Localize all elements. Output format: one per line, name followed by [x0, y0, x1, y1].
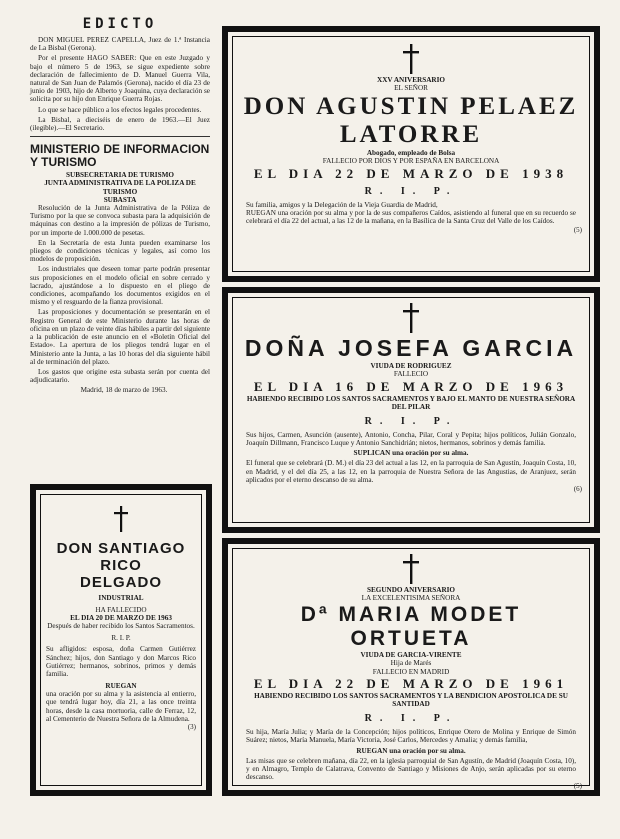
garcia-suplican: SUPLICAN una oración por su alma.: [353, 449, 469, 458]
ministerio-paragraph: Las proposiciones y documentación se presentarán en el Registro General de este Ministerio durante las horas de oficina en un plazo de veinte días hábiles a partir del siguiente a la publicación de este anuncio en el «Boletín Oficial del Estado». La apertura de los pliegos tendrá lugar en el Ministerio ante la Junta, a las 10 horas del día siguiente hábil al de terminación del plazo.: [30, 308, 210, 366]
rico-rip: R. I. P.: [111, 633, 131, 642]
pelaez-senor: EL SEÑOR: [394, 84, 428, 93]
cross-icon: [114, 506, 128, 532]
left-column: [30, 14, 210, 397]
rico-name-line1: DON SANTIAGO RICO: [56, 540, 186, 574]
modet-family: Su hija, María Julia; y María de la Concepción; hijos políticos, Enrique Otero de Molina y Enrique de Simón Suárez; nietos, María Manuela, María Victoria, José Carlos, Mercedes y Amalia; y demás familia,: [246, 727, 576, 745]
modet-sacraments: HABIENDO RECIBIDO LOS SANTOS SACRAMENTOS Y LA BENDICION APOSTOLICA DE SU SANTIDAD: [254, 692, 568, 709]
modet-date: EL DIA 22 DE MARZO DE 1961: [253, 676, 569, 692]
pelaez-name-line1: DON AGUSTIN PELAEZ: [243, 92, 579, 120]
pelaez-name-line2: LATORRE: [339, 120, 483, 148]
modet-widow: VIUDA DE GARCIA-VIRENTE: [360, 650, 462, 659]
modet-senora: LA EXCELENTISIMA SEÑORA: [361, 594, 461, 603]
ministerio-paragraph: Los industriales que deseen tomar parte podrán presentar sus proposiciones en el modelo oficial en sobre cerrado y lacrado, ajustándose a lo dispuesto en el pliego de condiciones, acompañando los documentos exigidos en el mismo y el resguardo de la fianza provisional.: [30, 265, 210, 307]
edicto-paragraph: Por el presente HAGO SABER: Que en este Juzgado y bajo el número 5 de 1963, se sigue expediente sobre declaración de fallecimiento de D. Manuel Guerra Vila, natural de San Juan de Palamós (Gerona), nacido el día 23 de junio de 1903, hijo de Alberto y Joaquina, cuya declaración se solicita por su hijo don Enrique Guerra Rojas.: [30, 54, 210, 104]
rico-ruegan: RUEGAN: [105, 681, 137, 690]
pelaez-fell: FALLECIO POR DIOS Y POR ESPAÑA EN BARCELONA: [322, 157, 500, 166]
ministerio-title: MINISTERIO DE INFORMACION Y TURISMO: [30, 142, 210, 170]
rico-sacraments: Después de haber recibido los Santos Sacramentos.: [47, 622, 195, 631]
cross-icon: [403, 554, 419, 584]
pelaez-anniversary: XXV ANIVERSARIO: [377, 76, 445, 84]
obituary-rico: [30, 484, 212, 796]
rico-name-line2: DELGADO: [80, 574, 162, 591]
garcia-fell: FALLECIO: [393, 370, 429, 379]
obituary-pelaez: [222, 26, 600, 282]
garcia-ref: (6): [573, 484, 582, 493]
pelaez-profession: Abogado, empleado de Bolsa: [366, 148, 456, 157]
subsecretaria-heading: SUBSECRETARIA DE TURISMO: [66, 171, 174, 180]
pelaez-date: EL DIA 22 DE MARZO DE 1938: [253, 165, 569, 181]
ministerio-signature: Madrid, 18 de marzo de 1963.: [80, 386, 168, 395]
garcia-funeral: El funeral que se celebrará (D. M.) el día 23 del actual a las 12, en la parroquia de San Agustín, Joaquín Costa, 10, en Madrid, y el del día 25, a las 12, en la parroquia de Nuestra Señora de las Angustias, de Aranjuez, serán aplicados por el eterno descanso de su alma.: [246, 459, 576, 485]
pelaez-rip: R. I. P.: [364, 185, 458, 197]
garcia-widow: VIUDA DE RODRIGUEZ: [370, 362, 452, 370]
garcia-name: DOÑA JOSEFA GARCIA: [244, 335, 578, 361]
modet-masses: Las misas que se celebren mañana, día 22, en la iglesia parroquial de San Agustín, de Madrid (Joaquín Costa, 10), y en Almagro, Templo de Calatrava, Convento de Santiago y Misiones de Anjo, serán aplicadas por su eterno descanso.: [246, 756, 576, 782]
obituary-modet: [222, 538, 600, 796]
rico-status: HA FALLECIDO: [95, 606, 147, 614]
ministerio-paragraph: Resolución de la Junta Administrativa de la Póliza de Turismo por la que se convoca subasta para la adquisición de máquinas con destino a la impresión de pólizas de Turismo, por un importe de 1.000.000 de pesetas.: [30, 204, 210, 237]
modet-ruegan: RUEGAN una oración por su alma.: [356, 746, 466, 755]
edicto-paragraph: Lo que se hace público a los efectos legales procedentes.: [38, 105, 202, 114]
pelaez-text: RUEGAN una oración por su alma y por la de sus compañeros Caídos, asistiendo al funeral que en su recuerdo se celebrará el día 22 del actual, a las 12 de la mañana, en la Basílica de la Santa Cruz del Valle de los Caídos.: [246, 209, 576, 226]
modet-ref: (5): [573, 781, 582, 790]
modet-rip: R. I. P.: [364, 712, 458, 724]
modet-anniversary: SEGUNDO ANIVERSARIO: [366, 586, 456, 594]
edicto-title: EDICTO: [82, 16, 158, 32]
cross-icon: [403, 303, 419, 333]
subasta-heading: SUBASTA: [103, 195, 137, 204]
pelaez-family: Su familia, amigos y la Delegación de la Vieja Guardia de Madrid,: [246, 200, 438, 209]
rico-date: EL DIA 20 DE MARZO DE 1963: [70, 614, 172, 623]
divider: [30, 136, 210, 137]
edicto-paragraph: La Bisbal, a dieciséis de enero de 1963.—El Juez (ilegible).—El Secretario.: [30, 115, 210, 133]
rico-family: Su afligidos: esposa, doña Carmen Gutiérrez Sánchez; hijos, don Santiago y don Marcos Rico Gutiérrez; hermanos, sobrinos, primos y demás familia.: [46, 645, 196, 679]
garcia-family: Sus hijos, Carmen, Asunción (ausente), Antonio, Concha, Pilar, Coral y Pepita; hijos políticos, Julián Gonzalo, Joaquín Dillmann, Francisco Luque y Antonio Sanchidrián; nietos, hermanos, sobrinos y demás familia.: [246, 430, 576, 448]
rico-profession: INDUSTRIAL: [98, 594, 144, 602]
modet-fell: FALLECIO EN MADRID: [372, 667, 450, 676]
garcia-rip: R. I. P.: [364, 415, 458, 427]
ministerio-paragraph: En la Secretaría de esta Junta pueden examinarse los pliegos de condiciones técnicas y legales, así como los modelos de proposición.: [30, 238, 210, 264]
junta-heading: JUNTA ADMINISTRATIVA DE LA POLIZA DE TURISMO: [44, 179, 196, 196]
rico-ruegan-text: una oración por su alma y la asistencia al entierro, que tendrá lugar hoy, día 21, a las once treinta horas, desde la casa mortuoria, calle de Ferraz, 12, al Cementerio de Nuestra Señora de la Almudena.: [46, 689, 196, 724]
modet-daughter: Hija de Marés: [390, 659, 432, 668]
ministerio-paragraph: Los gastos que origine esta subasta serán por cuenta del adjudicatario.: [30, 367, 210, 385]
pelaez-ref: (5): [573, 225, 582, 234]
modet-name: Dª MARIA MODET ORTUETA: [300, 602, 522, 650]
edicto-paragraph: DON MIGUEL PEREZ CAPELLA, Juez de 1.ª Instancia de La Bisbal (Gerona).: [30, 36, 210, 53]
obituary-garcia: [222, 287, 600, 533]
cross-icon: [403, 44, 419, 74]
garcia-sacraments: HABIENDO RECIBIDO LOS SANTOS SACRAMENTOS Y BAJO EL MANTO DE NUESTRA SEÑORA DEL PILAR: [246, 394, 576, 412]
rico-ref: (3): [187, 723, 196, 732]
garcia-date: EL DIA 16 DE MARZO DE 1963: [253, 378, 569, 394]
